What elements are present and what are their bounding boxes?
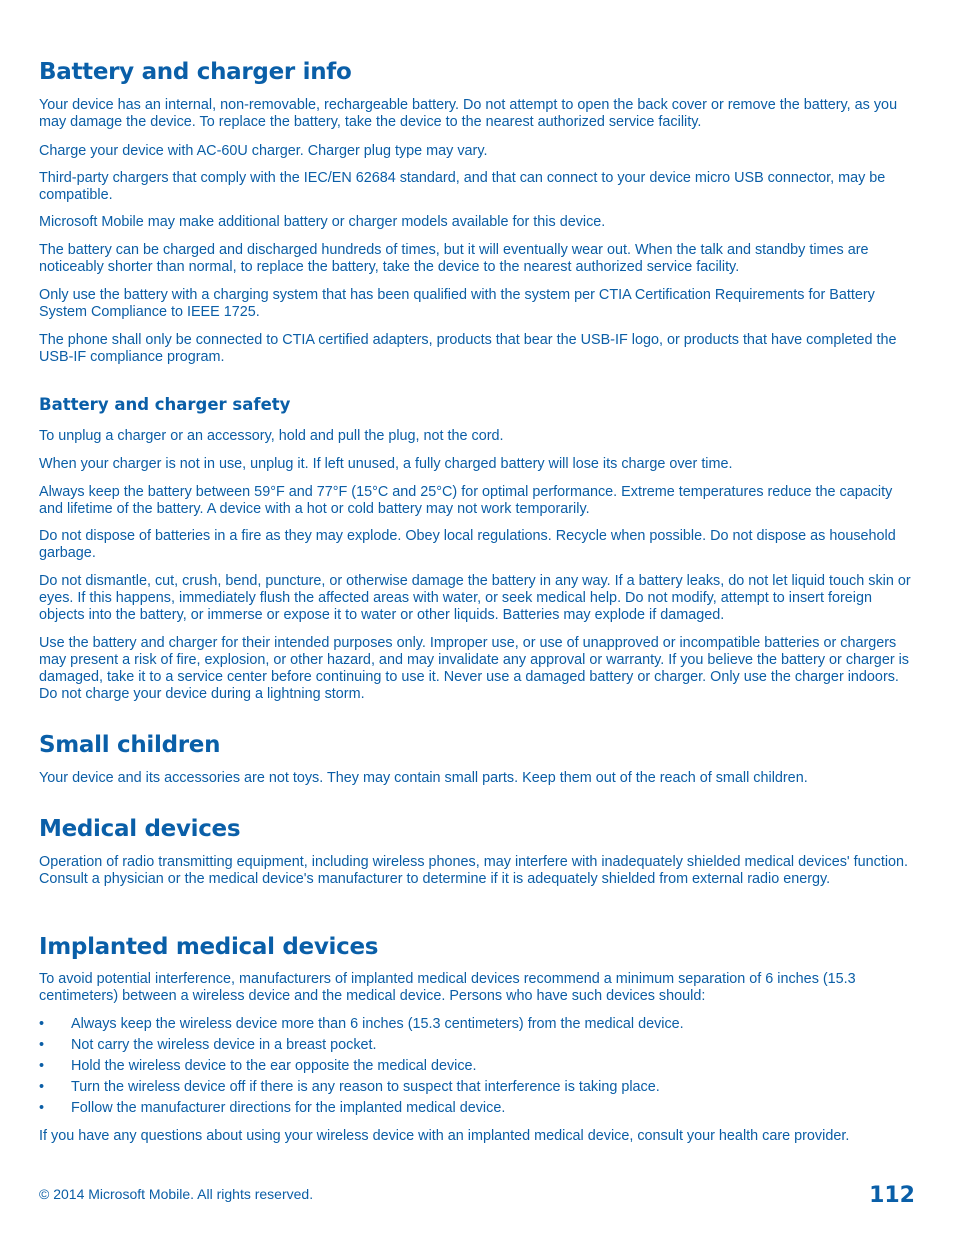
list-item <box>39 1037 915 1058</box>
section-title-battery-charger-safety: Battery and charger safety <box>39 395 291 414</box>
page-number: 112 <box>869 1183 915 1208</box>
paragraph-battery-internal: Your device has an internal, non-removable, rechargeable battery. Do not attempt to open the back cover or remove the battery, as you may damage the device. To replace the battery, take the device to the nearest authorized service facility. <box>39 97 898 130</box>
list-item <box>39 1079 915 1100</box>
paragraph-charger-model: Charge your device with AC-60U charger. Charger plug type may vary. <box>39 143 488 159</box>
bullet-dot-icon: • <box>39 1058 45 1074</box>
paragraph-unplug: To unplug a charger or an accessory, hold and pull the plug, not the cord. <box>39 428 504 444</box>
paragraph-radio-equipment: Operation of radio transmitting equipment, including wireless phones, may interfere with inadequately shielded medical devices' function. Consult a physician or the medical device's manufacturer to determine if it is adequately shielded from external radio energy. <box>39 854 909 887</box>
section-title-small-children: Small children <box>39 732 221 758</box>
section-title-implanted-medical-devices: Implanted medical devices <box>39 934 379 960</box>
list-item <box>39 1016 915 1037</box>
paragraph-third-party-chargers: Third-party chargers that comply with the IEC/EN 62684 standard, and that can connect to your device micro USB connector, may be compatible. <box>39 170 886 203</box>
section-title-battery-charger-info: Battery and charger info <box>39 59 352 85</box>
paragraph-temperature: Always keep the battery between 59°F and 77°F (15°C and 25°C) for optimal performance. Extreme temperatures reduce the capacity and lifetime of the battery. A device with a hot or cold battery may not work temporarily. <box>39 484 893 517</box>
paragraph-additional-models: Microsoft Mobile may make additional battery or charger models available for this device. <box>39 214 606 230</box>
bullet-dot-icon: • <box>39 1016 45 1032</box>
bullet-dot-icon: • <box>39 1037 45 1053</box>
list-item <box>39 1058 915 1079</box>
paragraph-separation-recommendation: To avoid potential interference, manufacturers of implanted medical devices recommend a minimum separation of 6 inches (15.3 centimeters) between a wireless device and the medical device. Persons who have such devices should: <box>39 971 856 1004</box>
list-item-text: Hold the wireless device to the ear opposite the medical device. <box>71 1058 477 1074</box>
list-item <box>39 1100 915 1121</box>
paragraph-ctia-charging-system: Only use the battery with a charging system that has been qualified with the system per CTIA Certification Requirements for Battery System Compliance to IEEE 1725. <box>39 287 875 320</box>
paragraph-ctia-adapters: The phone shall only be connected to CTIA certified adapters, products that bear the USB-IF logo, or products that have completed the USB-IF compliance program. <box>39 332 897 365</box>
bullet-list-implanted-guidance <box>39 1016 915 1121</box>
bullet-dot-icon: • <box>39 1079 45 1095</box>
paragraph-battery-wear: The battery can be charged and discharged hundreds of times, but it will eventually wear out. When the talk and standby times are noticeably shorter than normal, to replace the battery, take the device to the nearest authorized service facility. <box>39 242 869 275</box>
paragraph-do-not-dismantle: Do not dismantle, cut, crush, bend, puncture, or otherwise damage the battery in any way. If a battery leaks, do not let liquid touch skin or eyes. If this happens, immediately flush the affected areas with water, or seek medical help. Do not modify, attempt to insert foreign objects into the battery, or immerse or expose it to water or other liquids. Batteries may explode if damaged. <box>39 573 911 623</box>
paragraph-intended-use: Use the battery and charger for their intended purposes only. Improper use, or use of unapproved or incompatible batteries or chargers may present a risk of fire, explosion, or other hazard, and may invalidate any approval or warranty. If you believe the battery or charger is damaged, take it to a service center before continuing to use it. Never use a damaged battery or charger. Only use the charger indoors. Do not charge your device during a lightning storm. <box>39 635 910 702</box>
bullet-dot-icon: • <box>39 1100 45 1116</box>
paragraph-charger-not-in-use: When your charger is not in use, unplug it. If left unused, a fully charged battery will lose its charge over time. <box>39 456 733 472</box>
list-item-text: Always keep the wireless device more than 6 inches (15.3 centimeters) from the medical device. <box>71 1016 684 1032</box>
footer-copyright: © 2014 Microsoft Mobile. All rights reserved. <box>39 1186 314 1202</box>
list-item-text: Follow the manufacturer directions for the implanted medical device. <box>71 1100 506 1116</box>
paragraph-not-toys: Your device and its accessories are not toys. They may contain small parts. Keep them out of the reach of small children. <box>39 770 808 786</box>
paragraph-consult-provider: If you have any questions about using your wireless device with an implanted medical device, consult your health care provider. <box>39 1128 850 1144</box>
list-item-text: Turn the wireless device off if there is any reason to suspect that interference is taking place. <box>71 1079 660 1095</box>
list-item-text: Not carry the wireless device in a breast pocket. <box>71 1037 377 1053</box>
paragraph-dispose: Do not dispose of batteries in a fire as they may explode. Obey local regulations. Recycle when possible. Do not dispose as household garbage. <box>39 528 896 561</box>
section-title-medical-devices: Medical devices <box>39 816 241 842</box>
